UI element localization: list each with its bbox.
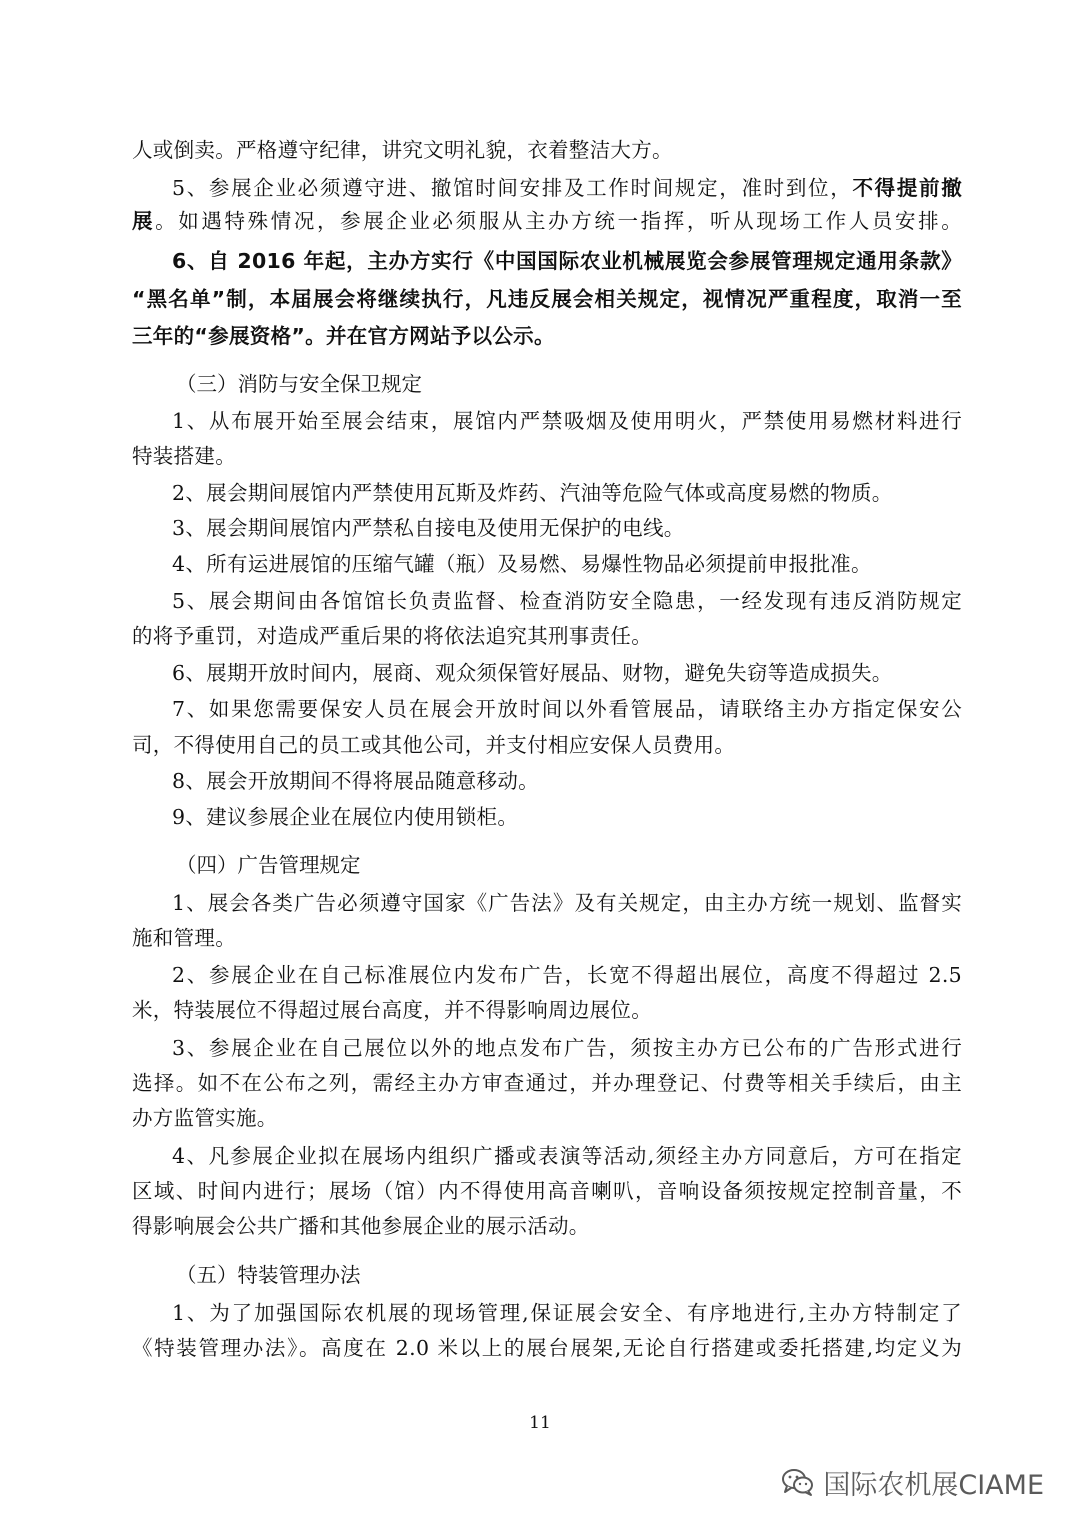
- paragraph-line: 4、所有运进展馆的压缩气罐（瓶）及易燃、易爆性物品必须提前申报批准。: [172, 552, 872, 576]
- paragraph-line: 《特装管理办法》。高度在 2.0 米以上的展台展架,无论自行搭建或委托搭建,均定义为: [132, 1336, 962, 1360]
- page-number: 11: [529, 1413, 551, 1433]
- bold-paragraph-line: “黑名单”制，本届展会将继续执行，凡违反展会相关规定，视情况严重程度，取消一至: [132, 287, 962, 311]
- paragraph-line: 6、展期开放时间内，展商、观众须保管好展品、财物，避免失窃等造成损失。: [172, 661, 893, 685]
- bold-text-span: 不得提前撤: [852, 176, 962, 200]
- section-heading: （四）广告管理规定: [176, 853, 361, 877]
- paragraph-line: 2、参展企业在自己标准展位内发布广告，长宽不得超出展位，高度不得超过 2.5: [172, 963, 962, 987]
- paragraph-line: 的将予重罚，对造成严重后果的将依法追究其刑事责任。: [132, 624, 652, 648]
- watermark-text: 国际农机展CIAME: [823, 1469, 1044, 1501]
- paragraph-line: [132, 207, 962, 235]
- paragraph-line: 7、如果您需要保安人员在展会开放时间以外看管展品，请联络主办方指定保安公: [172, 697, 962, 721]
- text-span: 。如遇特殊情况，参展企业必须服从主办方统一指挥，听从现场工作人员安排。: [155, 209, 962, 233]
- section-heading: （三）消防与安全保卫规定: [176, 372, 422, 396]
- paragraph-line: 办方监管实施。: [132, 1106, 278, 1130]
- paragraph-line: [172, 174, 962, 202]
- paragraph-line: 1、为了加强国际农机展的现场管理,保证展会安全、有序地进行,主办方特制定了: [172, 1301, 962, 1325]
- paragraph-line: 特装搭建。: [132, 444, 236, 468]
- paragraph-line: 8、展会开放期间不得将展品随意移动。: [172, 769, 539, 793]
- wechat-icon: [781, 1467, 815, 1497]
- paragraph-line: 3、展会期间展馆内严禁私自接电及使用无保护的电线。: [172, 516, 685, 540]
- paragraph-line: 1、从布展开始至展会结束，展馆内严禁吸烟及使用明火，严禁使用易燃材料进行: [172, 409, 962, 433]
- paragraph-line: 2、展会期间展馆内严禁使用瓦斯及炸药、汽油等危险气体或高度易燃的物质。: [172, 481, 893, 505]
- paragraph-line: 得影响展会公共广播和其他参展企业的展示活动。: [132, 1214, 590, 1238]
- paragraph-line: 施和管理。: [132, 926, 236, 950]
- paragraph-line: 1、展会各类广告必须遵守国家《广告法》及有关规定，由主办方统一规划、监督实: [172, 891, 962, 915]
- paragraph-line: 司，不得使用自己的员工或其他公司，并支付相应安保人员费用。: [132, 733, 736, 757]
- paragraph-line: 9、建议参展企业在展位内使用锁柜。: [172, 805, 519, 829]
- bold-text-span: 展: [132, 209, 156, 233]
- text-span: 5、参展企业必须遵守进、撤馆时间安排及工作时间规定，准时到位，: [172, 176, 853, 200]
- paragraph-line: 区域、时间内进行；展场（馆）内不得使用高音喇叭，音响设备须按规定控制音量，不: [132, 1179, 962, 1203]
- watermark: [781, 1465, 1044, 1499]
- bold-paragraph-line: 三年的“参展资格”。并在官方网站予以公示。: [132, 324, 555, 348]
- paragraph-line: 人或倒卖。严格遵守纪律，讲究文明礼貌，衣着整洁大方。: [132, 138, 673, 162]
- section-heading: （五）特装管理办法: [176, 1263, 361, 1287]
- paragraph-line: 3、参展企业在自己展位以外的地点发布广告，须按主办方已公布的广告形式进行: [172, 1036, 962, 1060]
- paragraph-line: 米，特装展位不得超过展台高度，并不得影响周边展位。: [132, 998, 652, 1022]
- paragraph-line: 4、凡参展企业拟在展场内组织广播或表演等活动,须经主办方同意后，方可在指定: [172, 1144, 962, 1168]
- bold-paragraph-line: 6、自 2016 年起，主办方实行《中国国际农业机械展览会参展管理规定通用条款》: [172, 249, 962, 273]
- paragraph-line: 5、展会期间由各馆馆长负责监督、检查消防安全隐患，一经发现有违反消防规定: [172, 589, 962, 613]
- paragraph-line: 选择。如不在公布之列，需经主办方审查通过，并办理登记、付费等相关手续后，由主: [132, 1071, 962, 1095]
